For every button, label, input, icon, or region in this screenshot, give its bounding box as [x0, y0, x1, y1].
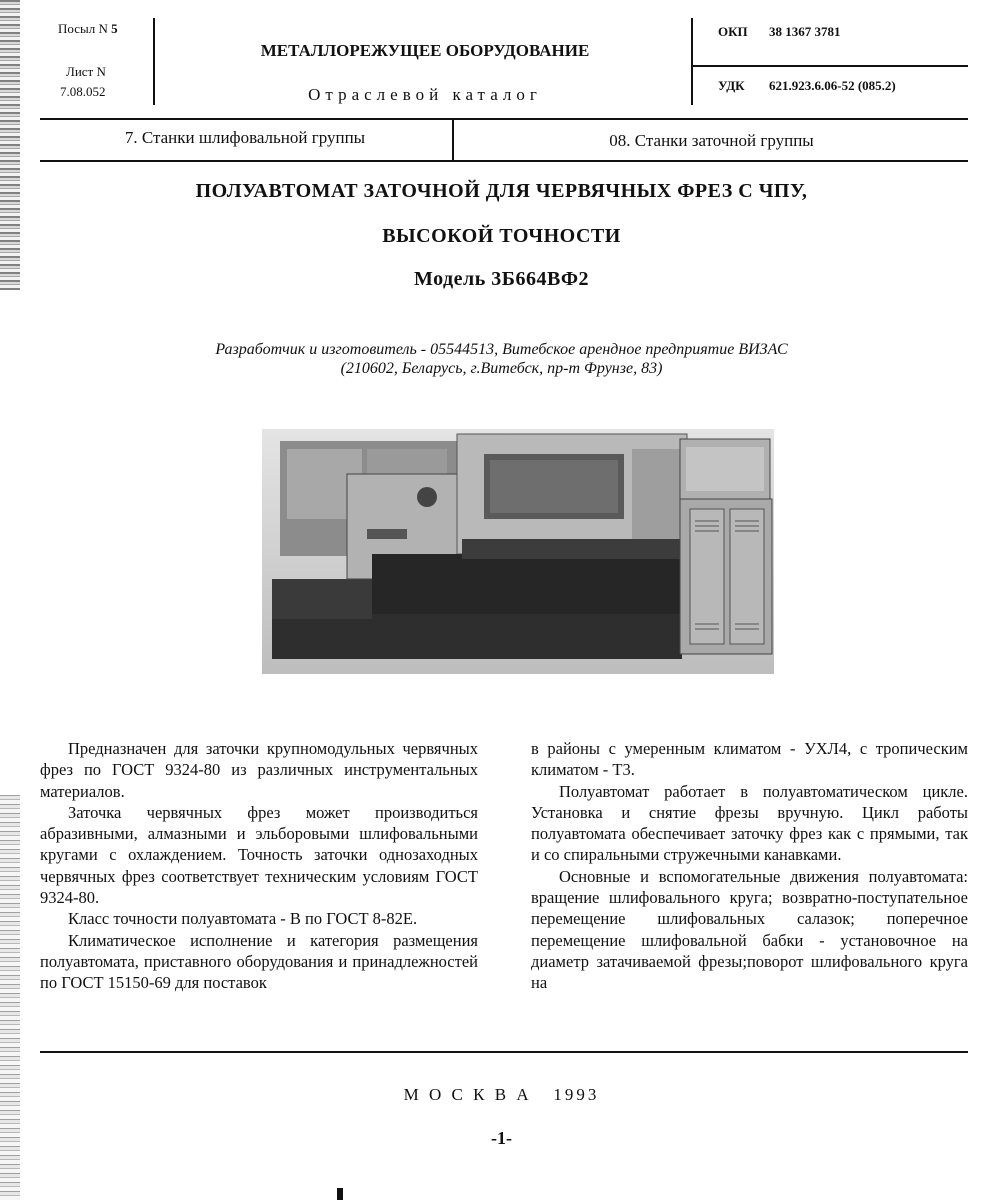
header-rule-bottom [40, 160, 968, 162]
catalog-title: МЕТАЛЛОРЕЖУЩЕЕ ОБОРУДОВАНИЕ [260, 41, 590, 60]
body-column-right [531, 738, 968, 994]
developer-line2: (210602, Беларусь, г.Витебск, пр-т Фрунзе, 83) [340, 360, 663, 377]
machine-photo [262, 429, 774, 674]
group-left: 7. Станки шлифовальной группы [124, 128, 366, 147]
product-title-line1: ПОЛУАВТОМАТ ЗАТОЧНОЙ ДЛЯ ЧЕРВЯЧНЫХ ФРЕЗ С ЧПУ, [195, 180, 808, 202]
body-paragraph: Климатическое исполнение и категория размещения полуавтомата, приставного оборудования и принадлежностей по ГОСТ 15150-69 для поставок [40, 930, 478, 993]
scan-mark [337, 1188, 343, 1200]
developer-line1: Разработчик и изготовитель - 05544513, Витебское арендное предприятие ВИЗАС [215, 341, 788, 358]
udk-label: УДК [718, 78, 745, 93]
model-number: Модель 3Б664ВФ2 [413, 268, 590, 290]
catalog-subtitle: Отраслевой каталог [308, 85, 542, 104]
body-paragraph: Предназначен для заточки крупномодульных червячных фрез по ГОСТ 9324-80 из различных инструментальных материалов. [40, 739, 478, 801]
header-rule-top [40, 118, 968, 120]
header-divider-right [691, 18, 693, 105]
body-paragraph: Основные и вспомогательные движения полуавтомата: вращение шлифовального круга; возвратно-поступательное перемещение шлифовальных салазок; поперечное перемещение шлифовальной бабки - установочное на диаметр затачиваемой фрезы;поворот шлифовального круга на [531, 866, 968, 993]
page-number: -1- [491, 1128, 512, 1148]
list-number: 7.08.052 [60, 84, 106, 99]
product-title-line2: ВЫСОКОЙ ТОЧНОСТИ [382, 225, 621, 247]
posyl-label: Посыл N 5 [58, 21, 118, 36]
okp-label: ОКП [718, 24, 748, 39]
okp-value: 38 1367 3781 [769, 24, 841, 39]
body-column-left [40, 738, 478, 994]
city-year: М О С К В А 1993 [403, 1085, 600, 1104]
footer-rule [40, 1051, 968, 1053]
header-divider-okp [693, 65, 968, 67]
group-divider [452, 118, 454, 160]
header-divider-left [153, 18, 155, 105]
body-paragraph: Полуавтомат работает в полуавтоматическом цикле. Установка и снятие фрезы вручную. Цикл работы полуавтомата обеспечивает заточку фрез как с прямыми, так и со спиральными стружечными канавками. [531, 781, 968, 865]
body-paragraph-continued: в районы с умеренным климатом - УХЛ4, с тропическим климатом - Т3. [531, 739, 968, 780]
udk-value: 621.923.6.06-52 (085.2) [769, 78, 896, 93]
group-right: 08. Станки заточной группы [609, 131, 814, 150]
body-paragraph: Класс точности полуавтомата - В по ГОСТ 8-82Е. [68, 909, 418, 929]
body-paragraph: Заточка червячных фрез может производиться абразивными, алмазными и эльборовыми шлифовальными кругами с охлаждением. Точность заточки однозаходных червячных фрез соответствует техническим условиям ГОСТ 9324-80. [40, 802, 478, 908]
list-label: Лист N [66, 64, 106, 79]
